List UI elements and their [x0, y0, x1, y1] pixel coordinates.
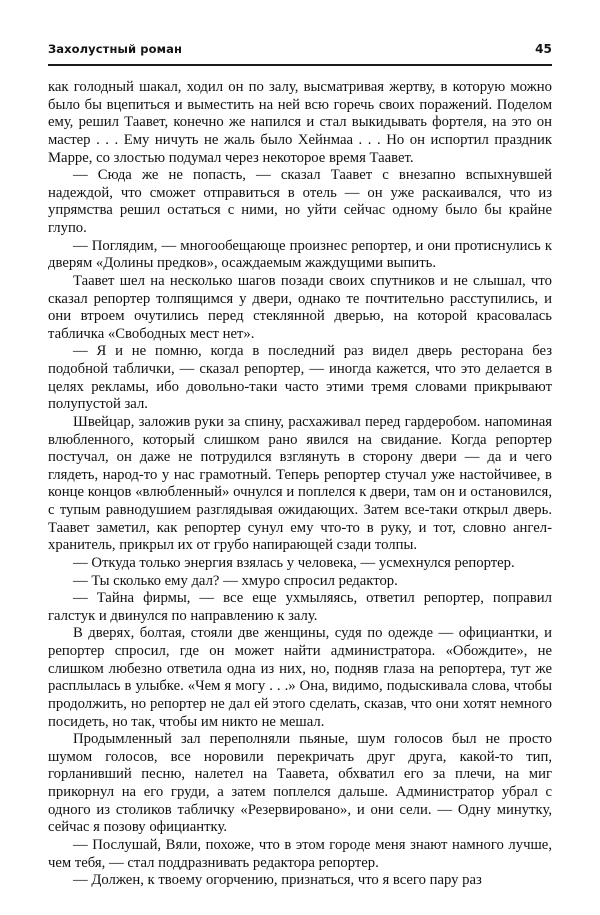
paragraph: Таавет шел на несколько шагов позади своих спутников и не слышал, что сказал репортер толпящимся у двери, однако те почтительно расступились, и они втроем очутились перед стеклянной дверью, на которой красовалась табличка «Свободных мест нет».: [48, 272, 552, 342]
page-number: 45: [535, 42, 552, 56]
paragraph: — Откуда только энергия взялась у человека, — усмехнулся репортер.: [73, 554, 515, 571]
paragraph: Продымленный зал переполняли пьяные, шум голосов был не просто шумом голосов, все норовили перекричать друг друга, какой-то тип, горланивший песню, налетел на Таавета, обхватил его за плечи, на миг прикорнул на его груди, а затем поплелся дальше. Администратор убрал с одного из столиков табличку «Резервировано», и они сели. — Одну минутку, сейчас я позову официантку.: [48, 731, 552, 836]
header-rule: [48, 64, 552, 66]
paragraph: как голодный шакал, ходил он по залу, высматривая жертву, в которую можно было бы вцепиться и выместить на ней всю горечь своих поражений. Поделом ему, решил Таавет, конечно же напился и стал выкидывать фортеля, на это он мастер . . . Ему ничуть не жаль было Хейнмаа . . . Но он испортил праздник Марре, со злостью подумал через некоторое время Таавет.: [48, 79, 552, 166]
paragraph: — Ты сколько ему дал? — хмуро спросил редактор.: [73, 572, 398, 589]
paragraph: — Тайна фирмы, — все еще ухмыляясь, ответил репортер, поправил галстук и двинулся по направлению к залу.: [48, 590, 552, 624]
paragraph: — Должен, к твоему огорчению, признаться, что я всего пару раз: [73, 872, 482, 889]
paragraph: — Сюда же не попасть, — сказал Таавет с внезапно вспыхнувшей надеждой, что сможет отправиться в отель — он уже раскаивался, что из упрямства решил остаться с ними, но уйти сейчас одному было бы крайне глупо.: [48, 167, 552, 236]
paragraph: — Послушай, Вяли, похоже, что в этом городе меня знают намного лучше, чем тебя, — стал поддразнивать редактора репортер.: [48, 836, 552, 871]
running-head: [48, 42, 552, 56]
paragraph: В дверях, болтая, стояли две женщины, судя по одежде — официантки, и репортер спросил, где он может найти администратора. «Обождите», не слишком любезно ответила одна из них, но, подняв глаза на репортера, тут же расплылась в улыбке. «Чем я могу . . .» Она, видимо, подыскивала слова, чтобы продолжить, но репортер не дал ей этого сделать, сказав, что они хотят немного посидеть, но так, чтобы им никто не мешал.: [48, 625, 552, 730]
paragraph: — Я и не помню, когда в последний раз видел дверь ресторана без подобной таблички, — сказал репортер, — иногда кажется, что это делается в целях рекламы, ибо довольно-таки часто этими тремя словами прикрывают полупустой зал.: [48, 343, 552, 413]
body-text: [48, 79, 552, 890]
running-head-title: Захолустный роман: [48, 42, 182, 56]
paragraph: — Поглядим, — многообещающе произнес репортер, и они протиснулись к дверям «Долины предков», осаждаемым жаждущими выпить.: [48, 237, 552, 272]
paragraph: Швейцар, заложив руки за спину, расхаживал перед гардеробом. напоминая влюбленного, который слишком рано явился на свидание. Когда репортер постучал, он даже не потрудился взглянуть в сторону двери — да и чего глядеть, народ-то у нас грамотный. Теперь репортер стучал уже настойчивее, в конце концов «влюбленный» очнулся и поплелся к двери, там он и остановился, с тупым равнодушием разглядывая ожидающих. Затем все-таки открыл дверь. Таавет заметил, как репортер сунул ему что-то в руку, и тот, словно ангел-хранитель, прикрыл их от грубо напирающей сзади толпы.: [48, 413, 552, 554]
